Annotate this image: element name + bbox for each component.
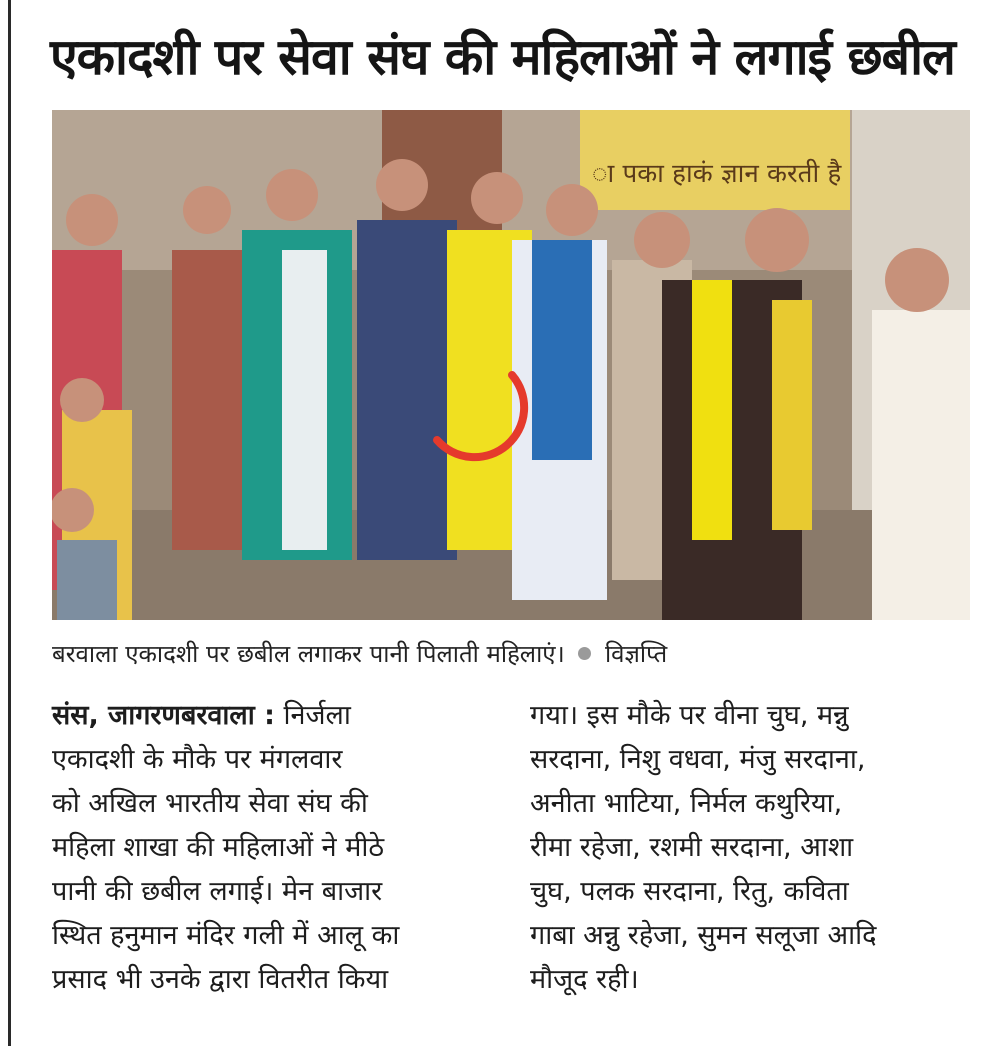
bullet-dot-icon [578, 647, 591, 660]
article-line: गाबा अन्नु रहेजा, सुमन सलूजा आदि [530, 920, 877, 951]
article-line: प्रसाद भी उनके द्वारा वितरीत किया [52, 964, 389, 995]
article-line [52, 694, 492, 738]
photo-illustration [52, 110, 970, 620]
caption-text: बरवाला एकादशी पर छबील लगाकर पानी पिलाती महिलाएं। [52, 640, 565, 668]
news-photo[interactable] [52, 110, 970, 620]
dateline-place: बरवाला : [180, 700, 275, 731]
article-line: चुघ, पलक सरदाना, रितु, कविता [530, 876, 849, 907]
byline: संस, जागरण [52, 700, 181, 731]
article-line: स्थित हनुमान मंदिर गली में आलू का [52, 920, 400, 951]
article-column-left [52, 694, 492, 1002]
article-line: को अखिल भारतीय सेवा संघ की [52, 788, 368, 819]
article-column-right [530, 694, 970, 1002]
article-line: गया। इस मौके पर वीना चुघ, मन्नु [530, 700, 849, 731]
article-text: निर्जला [283, 700, 351, 731]
article-line: मौजूद रही। [530, 964, 639, 995]
photo-caption [52, 636, 970, 672]
caption-credit: विज्ञप्ति [604, 640, 668, 668]
photo-banner-text: ा पका हाकं ज्ञान करती है [592, 159, 842, 189]
article-line: एकादशी के मौके पर मंगलवार [52, 744, 343, 775]
article-line: रीमा रहेजा, रशमी सरदाना, आशा [530, 832, 854, 863]
article-line: महिला शाखा की महिलाओं ने मीठे [52, 832, 385, 863]
article-line: अनीता भाटिया, निर्मल कथुरिया, [530, 788, 843, 819]
article-line: सरदाना, निशु वधवा, मंजु सरदाना, [530, 744, 866, 775]
page-left-border [8, 0, 11, 1046]
article-headline: एकादशी पर सेवा संघ की महिलाओं ने लगाई छबील [50, 28, 955, 86]
article-line: पानी की छबील लगाई। मेन बाजार [52, 876, 383, 907]
